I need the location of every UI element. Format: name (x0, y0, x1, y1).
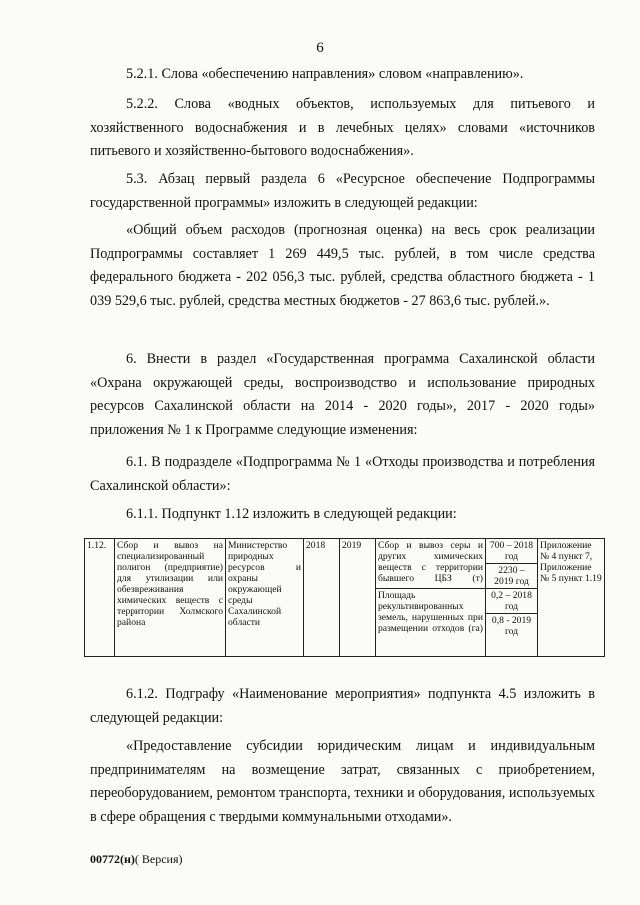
document-footer (90, 852, 183, 867)
paragraph-quote-budget: «Общий объем расходов (прогнозная оценка) на весь срок реализации Подпрограммы составляет 1 269 449,5 тыс. рублей, в том числе средства федерального бюджета - 202 056,3 тыс. рублей, средства областного бюджета - 1 039 529,6 тыс. рублей, средства местных бюджетов - 27 863,6 тыс. рублей.». (90, 222, 595, 309)
paragraph-quote-subsidy: «Предоставление субсидии юридическим лицам и индивидуальным предпринимателям на возмещение затрат, связанных с приобретением, переоборудованием, ремонтом транспорта, техники и оборудования, используемых в сфере обращения с твердыми коммунальными отходами». (90, 738, 595, 825)
cell-indicator-1: Сбор и вывоз серы и других химических веществ с территории бывшего ЦБЗ (т) (376, 539, 486, 589)
footer-code: 00772(н) (90, 852, 135, 866)
paragraph-5-2-2: 5.2.2. Слова «водных объектов, используемых для питьевого и хозяйственного водоснабжения и в лечебных целях» словами «источников питьевого и хозяйственно-бытового водоснабжения». (90, 96, 595, 159)
paragraph-6: 6. Внести в раздел «Государственная программа Сахалинской области «Охрана окружающей среды, воспроизводство и использование природных ресурсов Сахалинской области на 2014 - 2020 годы», 2017 - 2020 годы» приложения № 1 к Программе следующие изменения: (90, 351, 595, 438)
cell-indicator-1-value-1: 700 – 2018 год (486, 539, 538, 564)
paragraph-5-2-1: 5.2.1. Слова «обеспечению направления» словом «направлению». (126, 66, 524, 82)
cell-indicator-2: Площадь рекультивированных земель, нарушенных при размещении отходов (га) (376, 589, 486, 657)
cell-year-start: 2018 (304, 539, 340, 657)
cell-indicator-2-value-2: 0,8 - 2019 год (486, 614, 538, 657)
cell-executor: Министерство природных ресурсов и охраны окружающей среды Сахалинской области (226, 539, 304, 657)
footer-version: ( Версия) (134, 852, 183, 866)
page-number: 6 (316, 40, 324, 56)
paragraph-5-3: 5.3. Абзац первый раздела 6 «Ресурсное обеспечение Подпрограммы государственной программы» изложить в следующей редакции: (90, 171, 595, 211)
cell-indicator-1-value-2: 2230 – 2019 год (486, 564, 538, 589)
cell-indicator-2-value-1: 0,2 – 2018 год (486, 589, 538, 614)
cell-activity: Сбор и вывоз на специализированный полигон (предприятие) для утилизации или обезвреживания химических веществ с территории Холмского района (115, 539, 226, 657)
cell-number: 1.12. (85, 539, 115, 657)
paragraph-6-1-2: 6.1.2. Подграфу «Наименование мероприятия» подпункта 4.5 изложить в следующей редакции: (90, 686, 595, 726)
paragraph-6-1: 6.1. В подразделе «Подпрограмма № 1 «Отходы производства и потребления Сахалинской области»: (90, 454, 595, 494)
cell-year-end: 2019 (340, 539, 376, 657)
subitem-table (84, 538, 605, 657)
cell-note: Приложение № 4 пункт 7, Приложение № 5 пункт 1.19 (538, 539, 605, 657)
table-row (85, 539, 605, 564)
paragraph-6-1-1: 6.1.1. Подпункт 1.12 изложить в следующей редакции: (126, 506, 457, 522)
